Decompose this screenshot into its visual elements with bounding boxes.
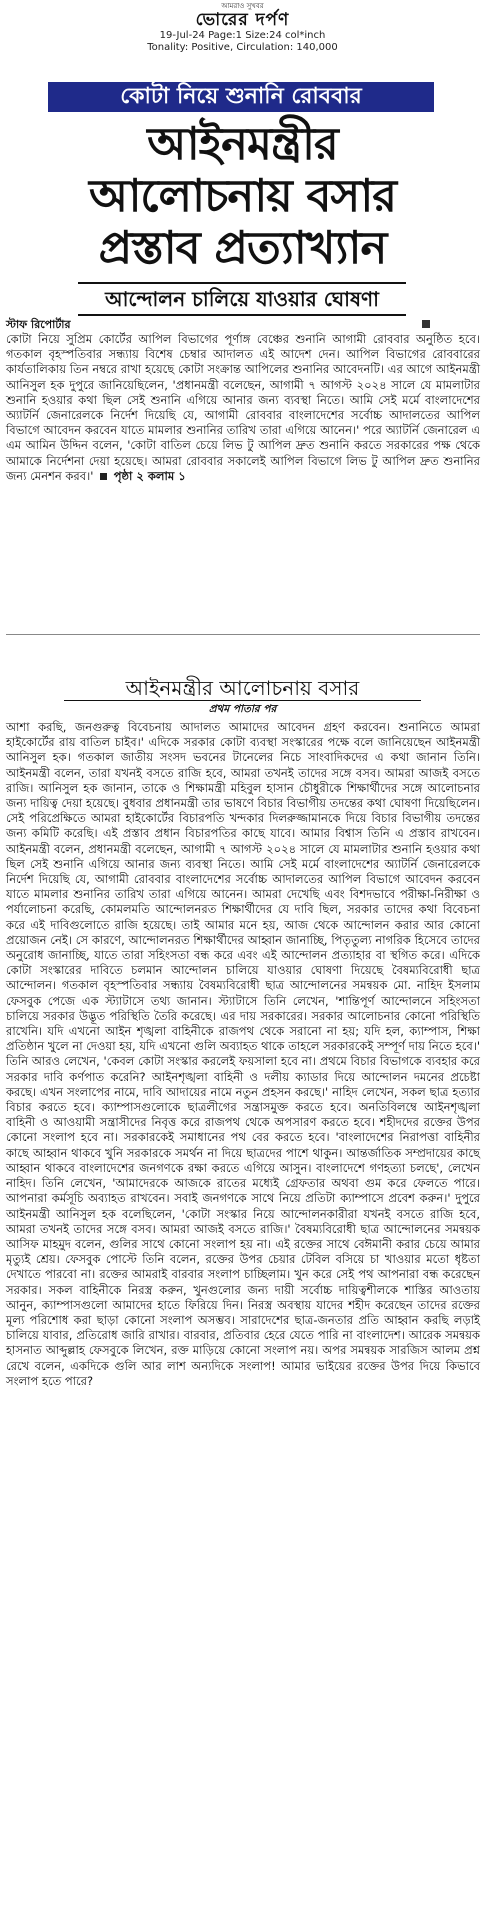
byline: স্টাফ রিপোর্টার	[6, 318, 71, 331]
masthead	[0, 2, 485, 54]
section-divider	[6, 634, 480, 635]
clipping-tonality-line: Tonality: Positive, Circulation: 140,000	[147, 42, 338, 53]
newspaper-logo: ভোরের দর্পণ	[195, 10, 290, 30]
clipping-date-line: 19-Jul-24 Page:1 Size:24 col*inch	[159, 30, 326, 41]
article-body-text: কোটা নিয়ে সুপ্রিম কোর্টের আপিল বিভাগের পূর্ণাঙ্গ বেঞ্চের শুনানি আগামী রোববার অনুষ্ঠিত হবে। গতকাল বৃহস্পতিবার সন্ধ্যায় বিশেষ চেম্বার আদালত এই আদেশ দেন। আপিল বিভাগের রোববারের কার্যতালিকায় তিন নম্বরে রাখা হয়েছে কোটা সংক্রান্ত আপিলের শুনানির আবেদনটি। এর আগে আইনমন্ত্রী আনিসুল হক দুপুরে জানিয়েছিলেন, 'প্রধানমন্ত্রী বলেছেন, আগামী ৭ আগস্ট ২০২৪ সালে যে মামলাটার শুনানি হওয়ার কথা ছিল সেই শুনানি এগিয়ে আনার জন্য ব্যবস্থা নিতে। আমি সেই মর্মে বাংলাদেশের অ্যাটর্নি জেনারেলকে নির্দেশ দিয়েছি যে, আগামী রোববার বাংলাদেশের সর্বোচ্চ আদালতের আপিল বিভাগে আবেদন করবেন যাতে মামলার শুনানির তারিখ তারা এগিয়ে আনেন।' পরে অ্যাটর্নি জেনারেল এ এম আমিন উদ্দিন বলেন, 'কোটা বাতিল চেয়ে লিভ টু আপিল দ্রুত শুনানি করতে সরকারের পক্ষ থেকে আমাকে নির্দেশনা দেয়া হয়েছে। আমরা রোববার সকালেই আপিল বিভাগে লিভ টু আপিল দ্রুত শুনানির জন্য মেনশন করব।'	[6, 332, 480, 483]
continued-from-label: প্রথম পাতার পর	[208, 703, 277, 715]
continued-to-note: পৃষ্ঠা ২ কলাম ১	[113, 468, 186, 483]
continuation-square-icon	[100, 473, 107, 480]
subheadline: আন্দোলন চালিয়ে যাওয়ার ঘোষণা	[78, 282, 406, 316]
headline-line-1: আইনমন্ত্রীর	[147, 117, 338, 170]
front-page-article-body	[6, 332, 480, 484]
headline-line-2: আলোচনায় বসার	[88, 169, 397, 222]
continuation-title: আইনমন্ত্রীর আলোচনায় বসার	[125, 676, 360, 700]
brand-tagline: আমরাও সুখবর	[221, 2, 264, 10]
headline	[30, 118, 455, 274]
continuation-article-body: আশা করছি, জনগুরুত্ব বিবেচনায় আদালত আমাদের আবেদন গ্রহণ করবেন। শুনানিতে আমরা হাইকোর্টের রায় বাতিল চাইব।' এদিকে সরকার কোটা ব্যবস্থা সংস্কারের পক্ষে বলে জানিয়েছেন আইনমন্ত্রী আনিসুল হক। গতকাল জাতীয় সংসদ ভবনের টানেলের নিচে সাংবাদিকদের এ কথা জানান তিনি। আইনমন্ত্রী বলেন, তারা যখনই বসতে রাজি হবে, আমরা তখনই তাদের সঙ্গে বসব। আমরা আজই বসতে রাজি। আনিসুল হক জানান, তাকে ও শিক্ষামন্ত্রী মহিবুল হাসান চৌধুরীকে শিক্ষার্থীদের সঙ্গে আলোচনার জন্য দায়িত্ব দেয়া হয়েছে। বুধবার প্রধানমন্ত্রী তার ভাষণে বিচার বিভাগীয় তদন্তের কথা ঘোষণা দিয়েছিলেন। সেই পরিপ্রেক্ষিতে আমরা হাইকোর্টের বিচারপতি খন্দকার দিলরুজ্জামানকে দিয়ে বিচার বিভাগীয় তদন্তের জন্য কমিটি করেছি। এই প্রস্তাব প্রধান বিচারপতির কাছে যাবে। আমার বিশ্বাস তিনি এ প্রস্তাব রাখবেন। আইনমন্ত্রী বলেন, প্রধানমন্ত্রী বলেছেন, আগামী ৭ আগস্ট ২০২৪ সালে যে মামলাটার শুনানি হওয়ার কথা ছিল সেই শুনানি এগিয়ে আনার জন্য ব্যবস্থা নিতে। আমি সেই মর্মে বাংলাদেশের অ্যাটর্নি জেনারেলকে নির্দেশ দিয়েছি যে, আগামী রোববার বাংলাদেশের সর্বোচ্চ আদালতের আপিল বিভাগে আবেদন করবেন যাতে মামলার শুনানির তারিখ তারা এগিয়ে আনেন। আমরা দেখেছি এবং বিশদভাবে পরীক্ষা-নিরীক্ষা ও পর্যালোচনা করেছি, কোমলমতি আন্দোলনরত শিক্ষার্থীদের যে দাবি ছিল, সরকার তাদের কথা বিবেচনা করে এই দাবিগুলোতে রাজি হয়েছে। তাই আমার মনে হয়, আজ থেকে আন্দোলন করার আর কোনো প্রয়োজন নেই। সে কারণে, আন্দোলনরত শিক্ষার্থীদের আহ্বান জানাচ্ছি, পিতৃতুল্য নাগরিক হিসেবে তাদের অনুরোধ জানাচ্ছি, যাতে তারা সহিংসতা বন্ধ করে এবং এই আন্দোলন প্রত্যাহার বা স্থগিত করে। এদিকে কোটা সংস্কারের দাবিতে চলমান আন্দোলন চালিয়ে যাওয়ার ঘোষণা দিয়েছে বৈষম্যবিরোধী ছাত্র আন্দোলন। গতকাল বৃহস্পতিবার সন্ধ্যায় বৈষম্যবিরোধী ছাত্র আন্দোলনের সমন্বয়ক মো. নাহিদ ইসলাম ফেসবুক পেজে এক স্ট্যাটাসে তথ্য জানান। স্ট্যাটাসে তিনি লেখেন, 'শান্তিপূর্ণ আন্দোলনে সহিংসতা চালিয়ে সরকার উদ্ভূত পরিস্থিতি তৈরি করেছে। এর দায় সরকারের। সরকার আলোচনার কোনো পরিস্থিতি রাখেনি। যদি এখনো আইন শৃঙ্খলা বাহিনীকে রাজপথ থেকে সরানো না হয়; যদি হল, ক্যাম্পাস, শিক্ষা প্রতিষ্ঠান খুলে না দেওয়া হয়, যদি এখনো গুলি অব্যাহত থাকে তাহলে সরকারকেই সম্পূর্ণ দায় নিতে হবে।' তিনি আরও লেখেন, 'কেবল কোটা সংস্কার করলেই ফয়সালা হবে না। প্রথমে বিচার বিভাগকে ব্যবহার করে সরকার দাবি কর্ণপাত করেনি? আইনশৃঙ্খলা বাহিনী ও দলীয় ক্যাডার দিয়ে আন্দোলন দমনের প্রচেষ্টা করছে। এখন সংলাপের নামে, দাবি আদায়ের নামে নতুন প্রহসন করছে।' নাহিদ লেখেন, সকল ছাত্র হত্যার বিচার করতে হবে। ক্যাম্পাসগুলোকে ছাত্রলীগের সন্ত্রাসমুক্ত করতে হবে। অনতিবিলম্বে আইনশৃঙ্খলা বাহিনী ও আওয়ামী সন্ত্রাসীদের নিবৃত্ত করে রাজপথ থেকে অপসারণ করতে হবে। শহীদদের রক্তের উপর কোনো সংলাপ হবে না। সরকারকেই সমাধানের পথ বের করতে হবে। 'বাংলাদেশের নিরাপত্তা বাহিনীর কাছে আহ্বান থাকবে খুনি সরকারকে সমর্থন না দিয়ে ছাত্রদের পাশে থাকুন। আন্তর্জাতিক সম্প্রদায়ের কাছে আহ্বান থাকবে বাংলাদেশের জনগণকে রক্ষা করতে এগিয়ে আসুন। বাংলাদেশে গণহত্যা চলছে', লেখেন নাহিদ। তিনি লেখেন, 'আমাদেরকে আজকে রাতের মধ্যেই গ্রেফতার অথবা গুম করে ফেলতে পারে। আপনারা কর্মসূচি অব্যাহত রাখবেন। সবাই জনগণকে সাথে নিয়ে প্রতিটা ক্যাম্পাসে প্রবেশ করুন।' দুপুরে আইনমন্ত্রী আনিসুল হক বলেছিলেন, 'কোটা সংস্কার নিয়ে আন্দোলনকারীরা যখনই বসতে রাজি হবে, আমরা তখনই তাদের সঙ্গে বসব। আমরা আজই বসতে রাজি।' বৈষম্যবিরোধী ছাত্র আন্দোলনের সমন্বয়ক আসিফ মাহমুদ বলেন, গুলির সাথে কোনো সংলাপ হয় না। এই রক্তের সাথে বেঈমানী করার চেয়ে আমার মৃত্যুই শ্রেয়। ফেসবুক পোস্টে তিনি বলেন, রক্তের উপর চেয়ার টেবিল বসিয়ে চা খাওয়ার মতো ধৃষ্টতা দেখাতে পারবো না। রক্তের আমরাই বারবার সংলাপ চাচ্ছিলাম। খুন করে সেই পথ আপনারা বন্ধ করেছেন সরকার। সকল বাহিনীকে নিরস্ত্র করুন, খুনগুলোর জন্য দায়ী সর্বোচ্চ দায়িত্বশীলকে শাস্তির আওতায় আনুন, ক্যাম্পাসগুলো আমাদের হাতে ফিরিয়ে দিন। নিরস্ত্র অবস্থায় যাদের শহীদ করেছেন তাদের রক্তের মূল্য পরিশোধ করা ছাড়া কোনো সংলাপ অসম্ভব। সারাদেশের ছাত্র-জনতার প্রতি আহ্বান করছি লড়াই চালিয়ে যাবার, প্রতিরোধ জারি রাখার। বারবার, প্রতিবার হেরে যেতে পারি না বাংলাদেশ। আরেক সমন্বয়ক হাসনাত আব্দুল্লাহ ফেসবুকে লিখেন, রক্ত মাড়িয়ে কোনো সংলাপ নয়। অপর সমন্বয়ক সারজিস আলম প্রশ্ন রেখে বলেন, একদিকে গুলি আর লাশ অন্যদিকে সংলাপ! আমার ভাইয়ের রক্তের উপর দিয়ে কিভাবে সংলাপ হতে পারে?	[6, 720, 480, 1388]
title-underline	[64, 700, 421, 701]
headline-line-3: প্রস্তাব প্রত্যাখ্যান	[98, 221, 387, 274]
bullet-square-icon	[422, 320, 430, 328]
kicker-banner: কোটা নিয়ে শুনানি রোববার	[48, 82, 434, 112]
